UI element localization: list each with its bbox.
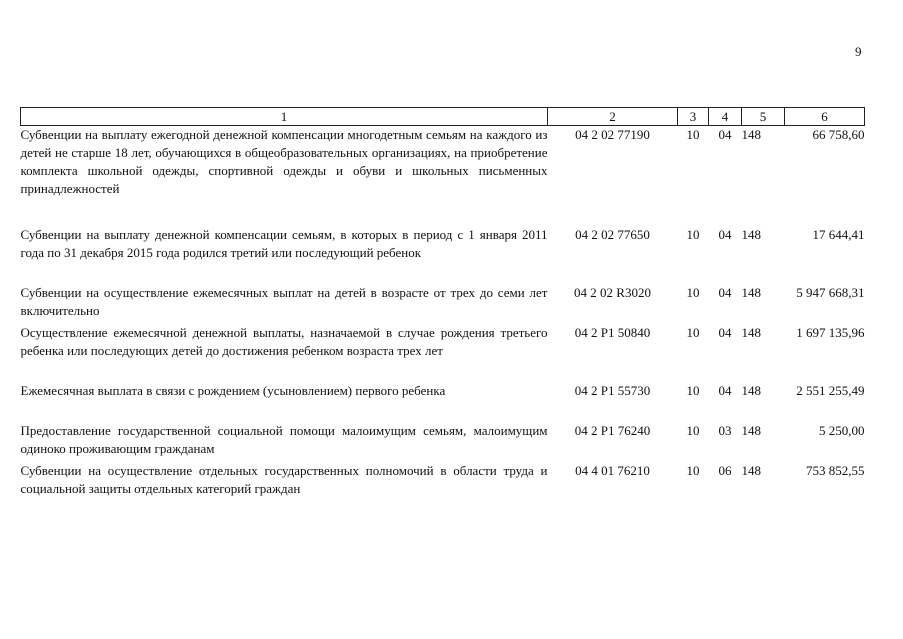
table-row (21, 462, 865, 502)
row-amount: 5 250,00 (819, 423, 865, 438)
row-name: Предоставление государственной социальной помощи малоимущим семьям, малоимущим одиноко проживающим гражданам (20, 423, 548, 456)
row-amount: 17 644,41 (812, 227, 865, 242)
row-section: 10 (686, 127, 700, 142)
column-header-3: 3 (678, 108, 709, 126)
table-row (21, 126, 865, 227)
row-amount: 66 758,60 (812, 127, 865, 142)
row-section: 10 (686, 325, 700, 340)
row-type: 148 (741, 285, 761, 300)
row-name: Субвенции на осуществление ежемесячных выплат на детей в возрасте от трех до семи лет включительно (20, 285, 548, 318)
row-type: 148 (741, 463, 761, 478)
row-section: 10 (686, 423, 700, 438)
row-name: Субвенции на осуществление отдельных государственных полномочий в области труда и социальной защиты отдельных категорий граждан (20, 463, 548, 496)
row-code: 04 2 P1 76240 (574, 423, 651, 438)
row-code: 04 2 02 77650 (575, 227, 650, 242)
row-subsection: 03 (718, 423, 732, 438)
table-header-row (21, 108, 865, 126)
row-type: 148 (741, 423, 761, 438)
row-code: 04 4 01 76210 (575, 463, 650, 478)
row-subsection: 04 (718, 383, 732, 398)
row-subsection: 04 (718, 325, 732, 340)
table-row (21, 422, 865, 462)
column-header-2: 2 (548, 108, 678, 126)
row-code: 04 2 02 R3020 (574, 285, 651, 300)
row-code: 04 2 02 77190 (575, 127, 650, 142)
row-type: 148 (741, 325, 761, 340)
row-name: Осуществление ежемесячной денежной выплаты, назначаемой в случае рождения третьего ребенка или последующих детей до достижения ребенком возраста трех лет (20, 325, 548, 358)
row-type: 148 (741, 127, 761, 142)
table-row (21, 382, 865, 422)
row-name: Субвенции на выплату денежной компенсации семьям, в которых в период с 1 января 2011 года по 31 декабря 2015 года родился третий или последующий ребенок (20, 227, 548, 260)
table-row (21, 324, 865, 382)
row-name: Субвенции на выплату ежегодной денежной компенсации многодетным семьям на каждого из детей не старше 18 лет, обучающихся в общеобразовательных организациях, на приобретение комплекта школьной одежды, спортивной одежды и обуви и школьных письменных принадлежностей (20, 127, 548, 196)
column-header-5: 5 (742, 108, 785, 126)
row-amount: 1 697 135,96 (796, 325, 865, 340)
row-type: 148 (741, 383, 761, 398)
row-subsection: 04 (718, 285, 732, 300)
row-section: 10 (686, 463, 700, 478)
column-header-1: 1 (21, 108, 548, 126)
row-section: 10 (686, 227, 700, 242)
table-row (21, 284, 865, 324)
budget-table (20, 107, 865, 502)
row-section: 10 (686, 383, 700, 398)
row-type: 148 (741, 227, 761, 242)
column-header-6: 6 (785, 108, 865, 126)
row-code: 04 2 P1 50840 (574, 325, 651, 340)
row-subsection: 06 (718, 463, 732, 478)
row-subsection: 04 (718, 227, 732, 242)
row-name: Ежемесячная выплата в связи с рождением (усыновлением) первого ребенка (20, 383, 446, 398)
page-number: 9 (855, 44, 862, 59)
row-section: 10 (686, 285, 700, 300)
row-amount: 5 947 668,31 (796, 285, 865, 300)
row-subsection: 04 (718, 127, 732, 142)
row-amount: 2 551 255,49 (796, 383, 865, 398)
column-header-4: 4 (709, 108, 742, 126)
row-code: 04 2 P1 55730 (574, 383, 651, 398)
table-row (21, 226, 865, 284)
row-amount: 753 852,55 (806, 463, 865, 478)
